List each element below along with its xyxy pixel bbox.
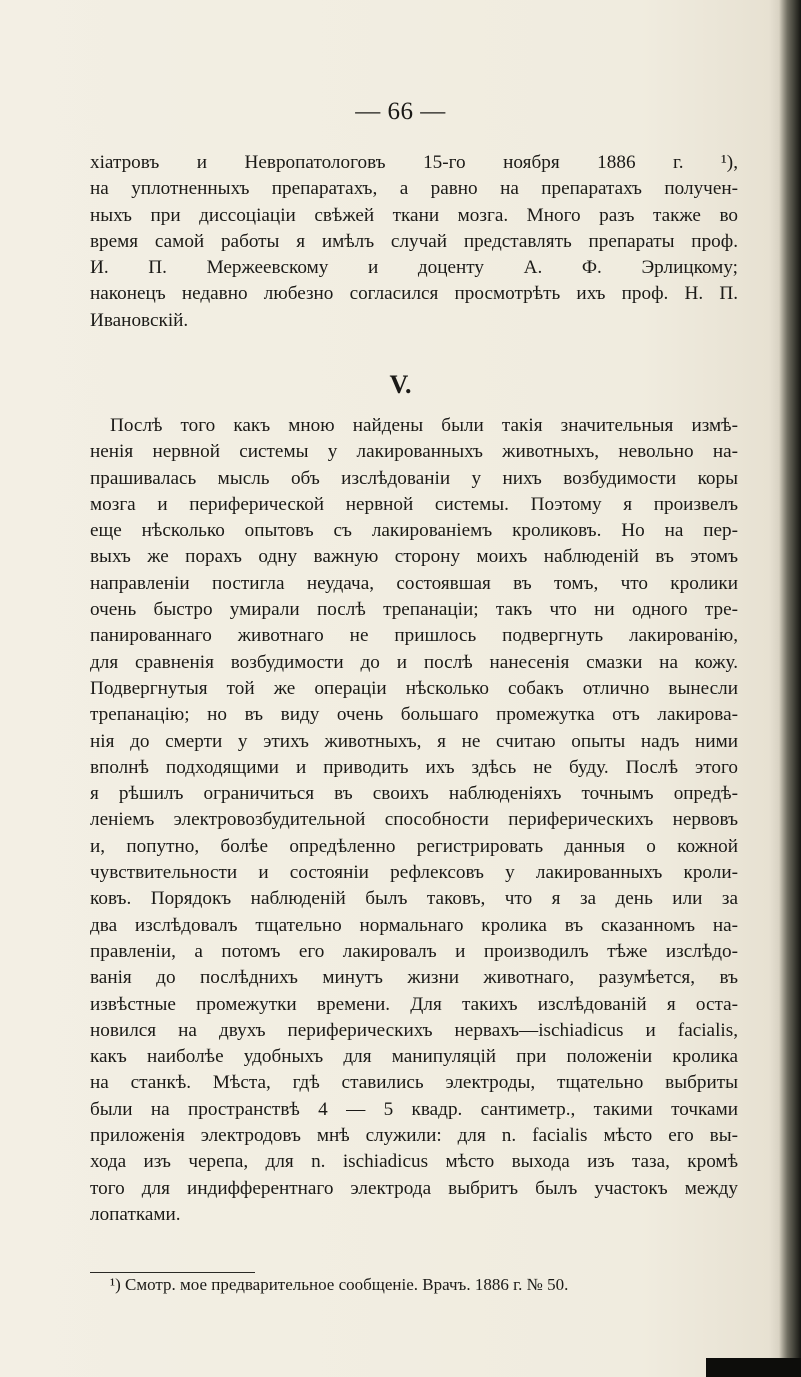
- text-line: ненія нервной системы у лакированныхъ животныхъ, невольно на-: [90, 441, 738, 463]
- text-line: приложенія электродовъ мнѣ служили: для n. facialis мѣсто его вы-: [90, 1125, 738, 1147]
- text-line: И. П. Мержеевскому и доценту А. Ф. Эрлицкому;: [90, 257, 738, 279]
- text-line: новился на двухъ периферическихъ нервахъ—ischiadicus и facialis,: [90, 1019, 738, 1041]
- text-line: для сравненія возбудимости до и послѣ нанесенія смазки на кожу.: [90, 651, 738, 673]
- text-line: извѣстные промежутки времени. Для такихъ изслѣдованій я оста-: [90, 993, 738, 1015]
- text-line: направленіи постигла неудача, состоявшая въ томъ, что кролики: [90, 572, 738, 594]
- text-line: были на пространствѣ 4 — 5 квадр. сантиметр., такими точками: [90, 1098, 738, 1120]
- text-line: панированнаго животнаго не пришлось подвергнуть лакированію,: [90, 625, 738, 647]
- text-line: ванія до послѣднихъ минутъ жизни животнаго, разумѣется, въ: [90, 967, 738, 989]
- section-heading: V.: [389, 370, 412, 399]
- text-line: наконецъ недавно любезно согласился просмотрѣть ихъ проф. Н. П.: [90, 283, 738, 305]
- text-line: еще нѣсколько опытовъ съ лакированіемъ кроликовъ. Но на пер-: [90, 520, 738, 542]
- text-line: того для индифферентнаго электрода выбритъ былъ участокъ между: [90, 1177, 738, 1199]
- page-edge-mark: [706, 1358, 801, 1377]
- text-line: леніемъ электровозбудительной способности периферическихъ нервовъ: [90, 809, 738, 831]
- text-line: два изслѣдовалъ тщательно нормальнаго кролика въ сказанномъ на-: [90, 914, 738, 936]
- text-line: мозга и периферической нервной системы. Поэтому я произвелъ: [90, 493, 738, 515]
- text-line: хіатровъ и Невропатологовъ 15-го ноября 1886 г. ¹),: [90, 152, 738, 173]
- text-line: прашивалась мысль объ изслѣдованіи у нихъ возбудимости коры: [90, 467, 738, 489]
- text-line: нія до смерти у этихъ животныхъ, я не считаю опыты надъ ними: [90, 730, 738, 752]
- text-line: на станкѣ. Мѣста, гдѣ ставились электроды, тщательно выбриты: [90, 1072, 738, 1094]
- text-line: Послѣ того какъ мною найдены были такія значительныя измѣ-: [110, 415, 738, 436]
- text-line: Подвергнутыя той же операціи нѣсколько собакъ отлично вынесли: [90, 677, 738, 699]
- text-line: хода изъ черепа, для n. ischiadicus мѣсто выхода изъ таза, кромѣ: [90, 1151, 738, 1173]
- text-line: правленіи, а потомъ его лакировалъ и производилъ тѣже изслѣдо-: [90, 940, 738, 962]
- text-line: время самой работы я имѣлъ случай представлять препараты проф.: [90, 230, 738, 252]
- text-line: вполнѣ подходящими и приводить ихъ здѣсь не буду. Послѣ этого: [90, 756, 738, 778]
- footnote: ¹) Смотр. мое предварительное сообщеніе. Врачъ. 1886 г. № 50.: [110, 1275, 569, 1294]
- text-line: чувствительности и состояніи рефлексовъ у лакированныхъ кроли-: [90, 862, 738, 884]
- text-line: трепанацію; но въ виду очень большаго промежутка отъ лакирова-: [90, 704, 738, 726]
- footnote-divider: [90, 1272, 255, 1273]
- book-spine-shadow: [779, 0, 801, 1377]
- text-line: ныхъ при диссоціаціи свѣжей ткани мозга. Много разъ также во: [90, 204, 738, 226]
- text-line: я рѣшилъ ограничиться въ своихъ наблюденіяхъ точнымъ опредѣ-: [90, 783, 738, 805]
- page-number: — 66 —: [355, 98, 446, 125]
- main-paragraph: [90, 413, 738, 1228]
- text-line: ковъ. Порядокъ наблюденій былъ таковъ, что я за день или за: [90, 888, 738, 910]
- text-line: какъ наиболѣе удобныхъ для манипуляцій при положеніи кролика: [90, 1046, 738, 1068]
- text-line: на уплотненныхъ препаратахъ, а равно на препаратахъ получен-: [90, 178, 738, 200]
- text-line: Ивановскій.: [90, 309, 189, 331]
- text-line: лопатками.: [90, 1203, 181, 1225]
- text-line: выхъ же порахъ одну важную сторону моихъ наблюденій въ этомъ: [90, 546, 738, 568]
- text-line: очень быстро умирали послѣ трепанаціи; такъ что ни одного тре-: [90, 599, 738, 621]
- text-line: и, попутно, болѣе опредѣленно регистрировать данныя о кожной: [90, 835, 738, 857]
- intro-paragraph: [90, 150, 738, 334]
